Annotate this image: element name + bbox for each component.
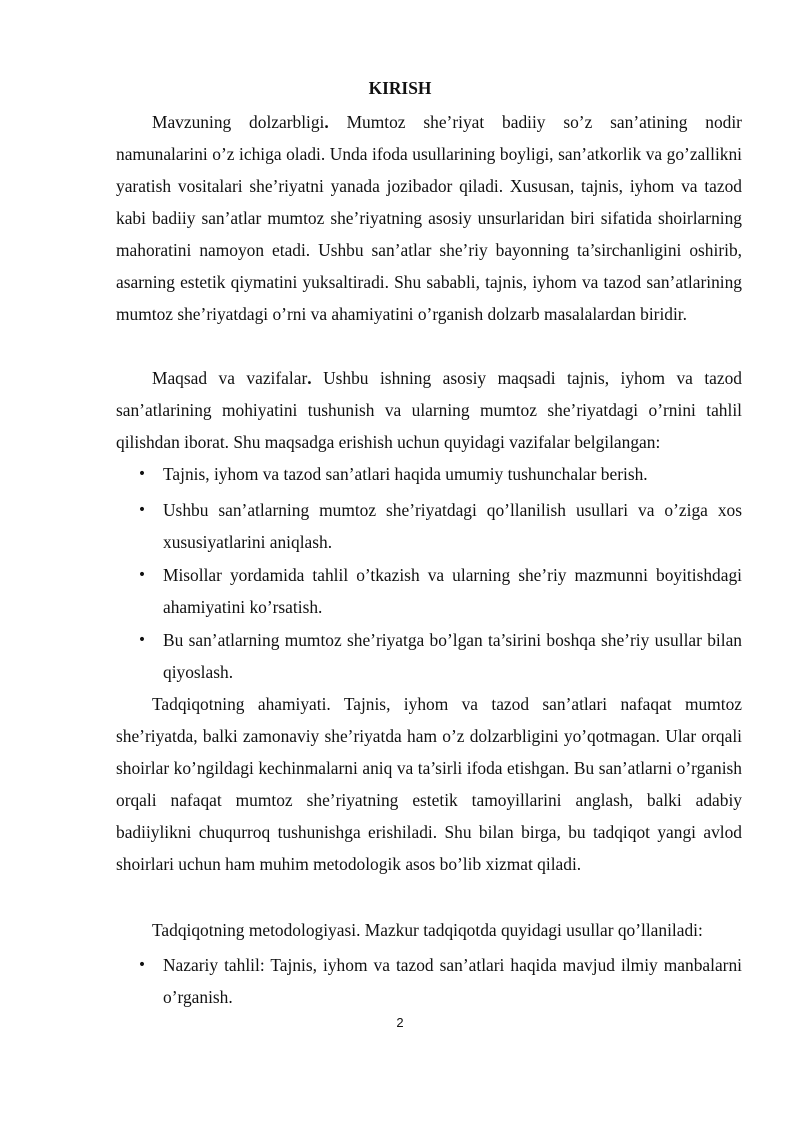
paragraph-metodologiya: Tadqiqotning metodologiyasi. Mazkur tadqiqotda quyidagi usullar qo’llaniladi: (152, 920, 703, 940)
lead-period: . (324, 112, 329, 132)
paragraph-dolzarblik (116, 106, 742, 330)
list-item (137, 624, 742, 688)
list-item (137, 949, 742, 1013)
page-number: 2 (396, 1015, 404, 1030)
paragraph-maqsad (116, 362, 742, 458)
paragraph-body: Mumtoz she’riyat badiiy so’z san’atining nodir namunalarini o’z ichiga oladi. Unda ifoda usullarining boyligi, san’atkorlik va go’zallikni yaratish vositalari she’riyatni yanada jozibador qiladi. Xususan, tajnis, iyhom va tazod kabi badiiy san’atlar mumtoz she’riyatning asosiy unsurlaridan biri sifatida shoirlarning mahoratini namoyon etadi. Ushbu san’atlar she’riy bayonning ta’sirchanligini oshirib, asarning estetik qiymatini yuksaltiradi. Shu sababli, tajnis, iyhom va tazod san’atlarining mumtoz she’riyatdagi o’rni va ahamiyatini o’rganish dolzarb masalalardan biridir. (116, 112, 742, 324)
bullet-icon: • (137, 632, 147, 648)
list-item-text: Tajnis, iyhom va tazod san’atlari haqida umumiy tushunchalar berish. (163, 464, 648, 484)
list-item (137, 559, 742, 623)
paragraph-body: Ushbu ishning asosiy maqsadi tajnis, iyhom va tazod san’atlarining mohiyatini tushunish va ularning mumtoz she’riyatdagi o’rnini tahlil qilishdan iborat. Shu maqsadga erishish uchun quyidagi vazifalar belgilangan: (116, 368, 742, 452)
paragraph-lead: Mavzuning dolzarbligi (152, 112, 325, 132)
paragraph-ahamiyat: Tadqiqotning ahamiyati. Tajnis, iyhom va tazod san’atlari nafaqat mumtoz she’riyatda, balki zamonaviy she’riyatda ham o’z dolzarbligini yo’qotmagan. Ular orqali shoirlar ko’ngildagi kechinmalarni aniq va ta’sirli ifoda etishgan. Bu san’atlarni o’rganish orqali nafaqat mumtoz she’riyatning estetik tamoyillarini anglash, balki adabiy badiiylikni chuqurroq tushunishga erishiladi. Shu bilan birga, bu tadqiqot yangi avlod shoirlari uchun ham muhim metodologik asos bo’lib xizmat qiladi. (116, 694, 742, 874)
bullet-icon: • (137, 466, 147, 482)
bullet-icon: • (137, 502, 147, 518)
lead-period: . (307, 368, 312, 388)
list-item-text: Bu san’atlarning mumtoz she’riyatga bo’lgan ta’sirini boshqa she’riy usullar bilan qiyoslash. (163, 630, 742, 682)
list-item-text: Nazariy tahlil: Tajnis, iyhom va tazod san’atlari haqida mavjud ilmiy manbalarni o’rganish. (163, 955, 742, 1007)
bullet-icon: • (137, 957, 147, 973)
list-item-text: Misollar yordamida tahlil o’tkazish va ularning she’riy mazmunni boyitishdagi ahamiyatini ko’rsatish. (163, 565, 742, 617)
bullet-icon: • (137, 567, 147, 583)
page-title: KIRISH (368, 78, 432, 98)
list-item-text: Ushbu san’atlarning mumtoz she’riyatdagi qo’llanilish usullari va o’ziga xos xususiyatlarini aniqlash. (163, 500, 742, 552)
list-item (137, 494, 742, 558)
paragraph-lead: Maqsad va vazifalar (152, 368, 308, 388)
list-item (137, 458, 742, 490)
